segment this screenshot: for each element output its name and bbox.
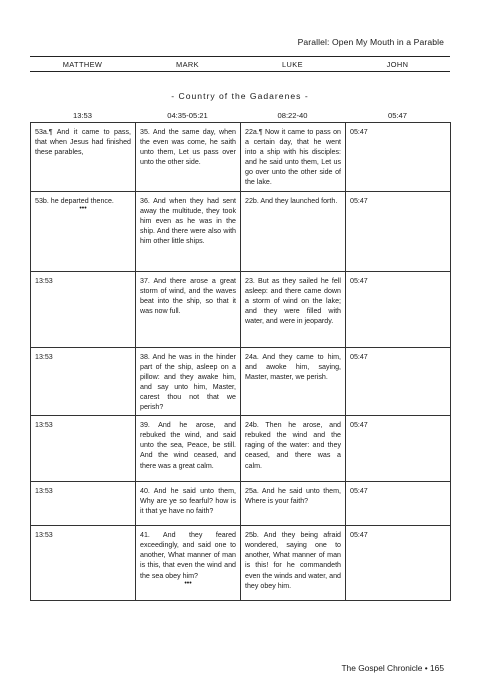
parallel-table	[30, 122, 451, 601]
cell-luke: 24b. Then he arose, and rebuked the wind and the raging of the water: and they ceased, and there was a calm.	[241, 416, 346, 482]
ref-mark: 04:35-05:21	[167, 111, 208, 120]
cell-matthew: 13:53	[31, 416, 136, 482]
cell-luke: 25b. And they being afraid wondered, saying one to another, What manner of man is this! for he commandeth even the winds and water, and they obey him.	[241, 526, 346, 601]
cell-matthew: 13:53	[31, 526, 136, 601]
column-header-luke: LUKE	[282, 59, 303, 69]
cell-john: 05:47	[346, 347, 451, 416]
cell-matthew: 53a.¶ And it came to pass, that when Jesus had finished these parables,	[31, 123, 136, 192]
cell-text: 53b. he departed thence.	[35, 196, 114, 205]
table-row	[31, 271, 451, 347]
cell-luke: 24a. And they came to him, and awoke him, saying, Master, master, we perish.	[241, 347, 346, 416]
cell-john: 05:47	[346, 123, 451, 192]
cell-luke: 25a. And he said unto them, Where is your faith?	[241, 482, 346, 526]
table-row	[31, 191, 451, 271]
cell-matthew	[31, 191, 136, 271]
cell-john: 05:47	[346, 416, 451, 482]
cell-text: 41. And they feared exceedingly, and said one to another, What manner of man is this, that even the wind and the sea obey him?	[140, 531, 236, 580]
cell-mark: 36. And when they had sent away the multitude, they took him even as he was in the ship. And there were also with him other little ships.	[136, 191, 241, 271]
cell-mark: 35. And the same day, when the even was come, he saith unto them, Let us pass over unto the other side.	[136, 123, 241, 192]
ellipsis-marker: •••	[184, 579, 192, 587]
cell-matthew: 13:53	[31, 271, 136, 347]
cell-mark: 40. And he said unto them, Why are ye so fearful? how is it that ye have no faith?	[136, 482, 241, 526]
column-header-john: JOHN	[386, 59, 409, 69]
gospel-column-headers	[30, 56, 450, 72]
table-row	[31, 416, 451, 482]
ref-luke: 08:22-40	[277, 111, 308, 120]
cell-luke: 22b. And they launched forth.	[241, 191, 346, 271]
column-header-matthew: MATTHEW	[62, 59, 103, 69]
table-row	[31, 123, 451, 192]
cell-luke: 23. But as they sailed he fell asleep: and there came down a storm of wind on the lake; and they were filled with water, and were in jeopardy.	[241, 271, 346, 347]
cell-mark: 38. And he was in the hinder part of the ship, asleep on a pillow: and they awake him, and say unto him, Master, carest thou not that we perish?	[136, 347, 241, 416]
cell-luke: 22a.¶ Now it came to pass on a certain day, that he went into a ship with his disciples: and he said unto them, Let us go over unto the other side of the lake.	[241, 123, 346, 192]
page-header-title: Parallel: Open My Mouth in a Parable	[297, 37, 444, 47]
table-row	[31, 482, 451, 526]
cell-john: 05:47	[346, 271, 451, 347]
ref-matthew: 13:53	[72, 111, 92, 120]
table-row	[31, 347, 451, 416]
reference-row	[30, 111, 450, 120]
cell-john: 05:47	[346, 526, 451, 601]
table-row	[31, 526, 451, 601]
cell-mark	[136, 526, 241, 601]
cell-matthew: 13:53	[31, 347, 136, 416]
cell-mark: 39. And he arose, and rebuked the wind, and said unto the sea, Peace, be still. And the wind ceased, and there was a great calm.	[136, 416, 241, 482]
ref-john: 05:47	[387, 111, 407, 120]
page-footer: The Gospel Chronicle • 165	[341, 663, 444, 673]
cell-mark: 37. And there arose a great storm of wind, and the waves beat into the ship, so that it was now full.	[136, 271, 241, 347]
cell-john: 05:47	[346, 191, 451, 271]
column-header-mark: MARK	[176, 59, 199, 69]
cell-matthew: 13:53	[31, 482, 136, 526]
section-title: - Country of the Gadarenes -	[171, 91, 309, 101]
ellipsis-marker: •••	[79, 204, 87, 212]
cell-john: 05:47	[346, 482, 451, 526]
